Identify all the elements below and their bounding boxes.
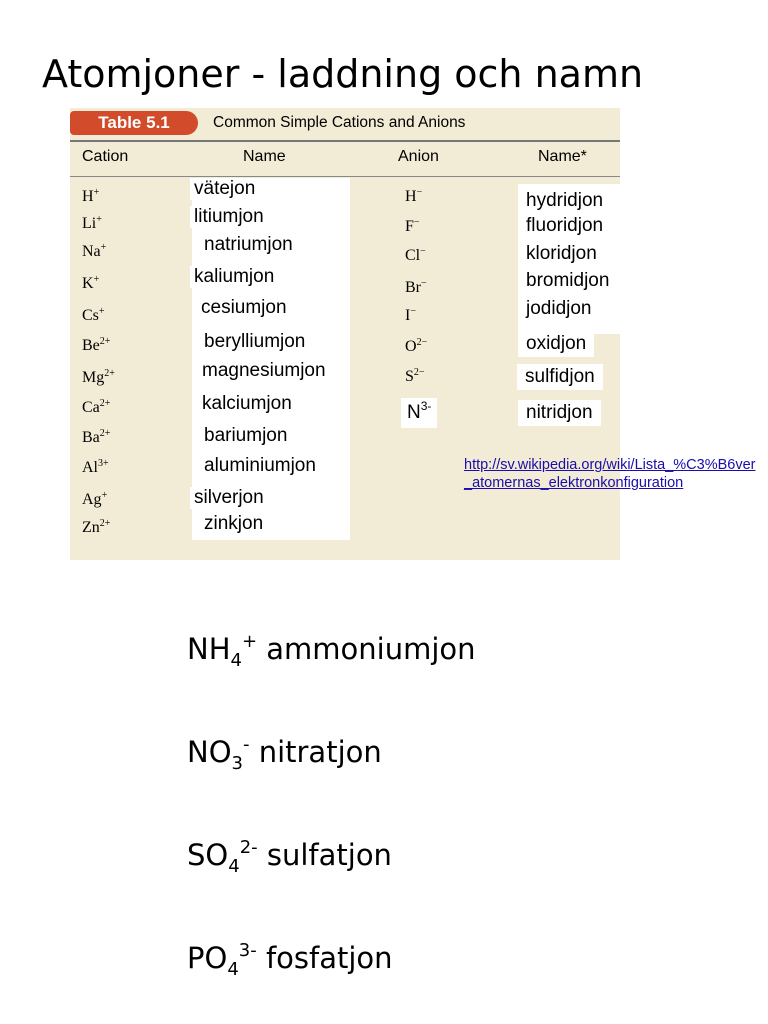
cation-name: berylliumjon	[200, 331, 309, 353]
cation-symbol: $Mg^{2+}$	[82, 368, 115, 386]
cation-symbol: $Zn^{2+}$	[82, 518, 111, 536]
cation-name: kalciumjon	[198, 393, 296, 415]
cation-name: magnesiumjon	[198, 360, 330, 382]
anion-symbol: F−	[405, 217, 420, 235]
cation-names-panel	[192, 178, 350, 540]
table-caption: Common Simple Cations and Anions	[213, 114, 466, 131]
cation-name: silverjon	[190, 487, 268, 509]
polyatomic-ion: $PO_4^{3-}$ fosfatjon	[187, 940, 393, 980]
anion-symbol: $O^{2-}$	[405, 337, 428, 355]
cation-name: natriumjon	[200, 234, 297, 256]
anion-name: sulfidjon	[517, 364, 603, 390]
anion-symbol: H−	[405, 187, 423, 205]
anion-name: kloridjon	[522, 243, 601, 265]
anion-symbol: Br−	[405, 278, 427, 296]
table-tag: Table 5.1	[70, 111, 198, 135]
anion-symbol: $S^{2-}$	[405, 367, 425, 385]
anion-symbol: Cl−	[405, 246, 426, 264]
cation-symbol: K+	[82, 274, 100, 292]
cation-symbol: $Al^{3+}$	[82, 458, 109, 476]
polyatomic-ion: $NH_4^+$ ammoniumjon	[187, 631, 476, 671]
table-rule-header	[70, 176, 620, 177]
anion-symbol: $N^{3-}$	[401, 398, 437, 428]
anion-symbol: I−	[405, 306, 416, 324]
anion-name: nitridjon	[518, 400, 601, 426]
anion-name: hydridjon	[522, 190, 607, 212]
cation-symbol: Ag+	[82, 490, 108, 508]
cation-name: zinkjon	[200, 513, 267, 535]
table-rule-top	[70, 140, 620, 142]
header-name-anion: Name*	[538, 148, 587, 165]
header-name: Name	[243, 148, 286, 165]
cation-name: bariumjon	[200, 425, 291, 447]
cation-symbol: Li+	[82, 214, 102, 232]
cation-name: litiumjon	[190, 206, 268, 228]
cation-symbol: $Be^{2+}$	[82, 336, 111, 354]
cation-symbol: Cs+	[82, 306, 105, 324]
cation-name: aluminiumjon	[200, 455, 320, 477]
polyatomic-ion: $NO_3^-$ nitratjon	[187, 734, 382, 774]
wikipedia-link[interactable]: http://sv.wikipedia.org/wiki/Lista_%C3%B6ver_atomernas_elektronkonfiguration	[464, 457, 756, 491]
anion-name: bromidjon	[522, 270, 613, 292]
cation-name: cesiumjon	[197, 297, 291, 319]
cation-name: vätejon	[190, 178, 259, 200]
polyatomic-ion: $SO_4^{2-}$ sulfatjon	[187, 837, 392, 877]
slide-title: Atomjoner - laddning och namn	[42, 52, 644, 96]
anion-name: oxidjon	[518, 331, 594, 357]
anion-name: jodidjon	[522, 298, 596, 320]
header-cation: Cation	[82, 148, 129, 165]
header-anion: Anion	[398, 148, 439, 165]
anion-name: fluoridjon	[522, 215, 607, 237]
cation-symbol: $Ba^{2+}$	[82, 428, 111, 446]
cation-symbol: H+	[82, 187, 100, 205]
cation-symbol: $Ca^{2+}$	[82, 398, 111, 416]
cation-symbol: Na+	[82, 242, 107, 260]
cation-name: kaliumjon	[190, 266, 278, 288]
